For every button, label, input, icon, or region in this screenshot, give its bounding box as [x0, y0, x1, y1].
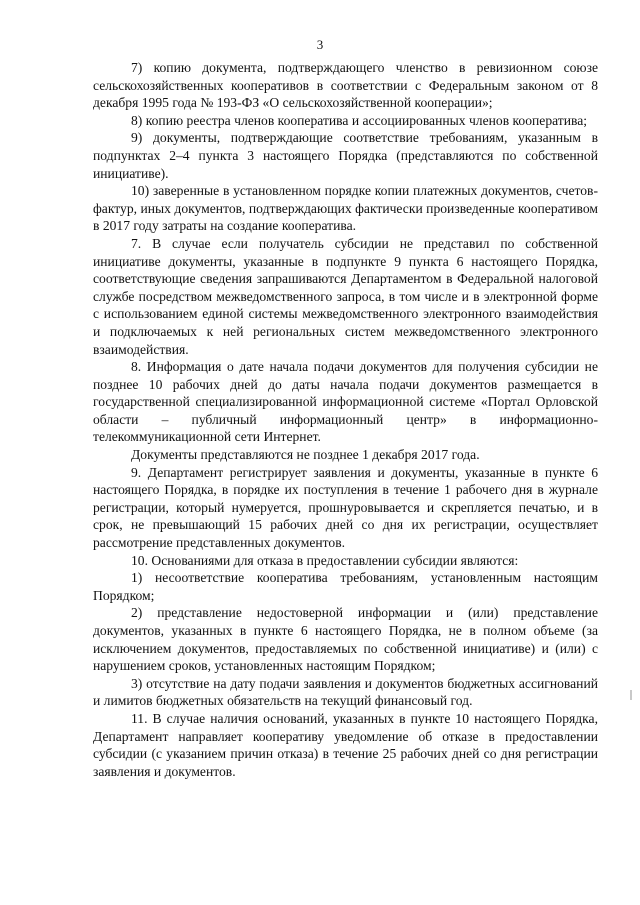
paragraph-item-8-member-registry: 8) копию реестра членов кооператива и ассоциированных членов кооператива; — [131, 112, 588, 128]
paragraph-clause-9-registration: 9. Департамент регистрирует заявления и документы, указанные в пункте 6 настоящего Порядка, в порядке их поступления в течение 1 рабочего дня в журнале регистрации, который нумеруется, прошнуровывается и скрепляется печатью, и в срок, не превышающий 15 рабочих дней со дня их регистрации, осуществляет рассмотрение представленных документов. — [93, 464, 598, 551]
paragraph-clause-11-refusal-notice: 11. В случае наличия оснований, указанных в пункте 10 настоящего Порядка, Департамент направляет кооперативу уведомление об отказе в предоставлении субсидии (с указанием причин отказа) в течение 25 рабочих дней со дня регистрации заявления и документов. — [93, 710, 598, 779]
paragraph-clause-8-submission-info: 8. Информация о дате начала подачи документов для получения субсидии не позднее 10 рабочих дней до даты начала подачи документов размещается в государственной специализированной информационной системе «Портал Орловской области – публичный информационный центр» в информационно-телекоммуникационной сети Интернет. — [93, 359, 598, 445]
scan-edge-mark — [630, 690, 632, 700]
paragraph-submission-deadline: Документы представляются не позднее 1 декабря 2017 года. — [131, 447, 480, 463]
document-body — [93, 59, 598, 780]
paragraph-ground-2-false-information: 2) представление недостоверной информации и (или) представление документов, указанных в пункте 6 настоящего Порядка, не в полном объеме (за исключением документов, предоставляемых по собственной инициативе) и (или) с нарушением сроков, установленных настоящим Порядком; — [93, 605, 598, 674]
paragraph-clause-7-interagency-request: 7. В случае если получатель субсидии не представил по собственной инициативе документы, указанные в подпункте 9 пункта 6 настоящего Порядка, соответствующие сведения запрашиваются Департаментом в Федеральной налоговой службе посредством межведомственного запроса, в том числе и в электронной форме с использованием единой системы межведомственного электронного взаимодействия и подключаемых к ней региональных систем межведомственного электронного взаимодействия. — [93, 235, 598, 357]
paragraph-ground-3-no-budget: 3) отсутствие на дату подачи заявления и документов бюджетных ассигнований и лимитов бюджетных обязательств на текущий финансовый год. — [93, 675, 598, 709]
paragraph-clause-10-refusal-grounds: 10. Основаниями для отказа в предоставлении субсидии являются: — [131, 552, 519, 568]
page-number: 3 — [316, 37, 324, 52]
paragraph-item-10-payment-documents: 10) заверенные в установленном порядке копии платежных документов, счетов-фактур, иных документов, подтверждающих фактически произведенные кооперативом в 2017 году затраты на создание кооператива. — [93, 183, 598, 234]
paragraph-ground-1-noncompliance: 1) несоответствие кооператива требованиям, установленным настоящим Порядком; — [93, 570, 598, 603]
paragraph-item-7-revision-union: 7) копию документа, подтверждающего членство в ревизионном союзе сельскохозяйственных кооперативов в соответствии с Федеральным законом от 8 декабря 1995 года № 193-ФЗ «О сельскохозяйственной кооперации»; — [93, 60, 598, 111]
paragraph-item-9-compliance-documents: 9) документы, подтверждающие соответствие требованиям, указанным в подпунктах 2–4 пункта 3 настоящего Порядка (представляются по собственной инициативе). — [93, 130, 598, 181]
